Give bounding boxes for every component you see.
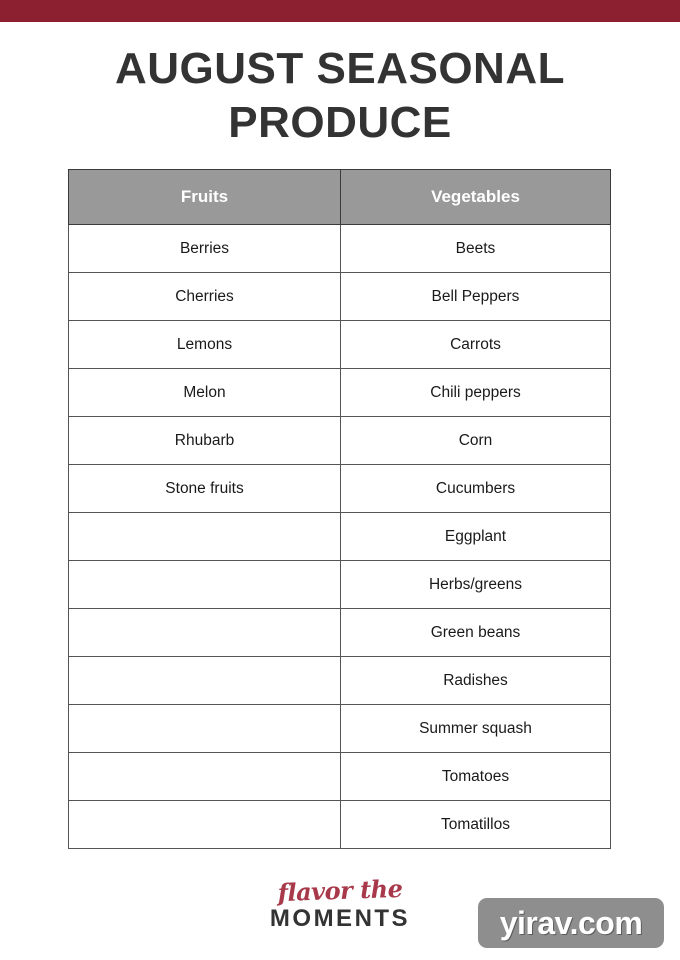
table-row xyxy=(69,369,611,417)
cell-vegetable: Radishes xyxy=(341,657,611,705)
cell-fruit: Cherries xyxy=(69,273,341,321)
cell-vegetable: Summer squash xyxy=(341,705,611,753)
cell-fruit: Melon xyxy=(69,369,341,417)
cell-fruit xyxy=(69,513,341,561)
cell-vegetable: Green beans xyxy=(341,609,611,657)
table-row xyxy=(69,273,611,321)
seasonal-produce-table xyxy=(68,169,611,849)
top-accent-bar xyxy=(0,0,680,22)
watermark-text: yirav.com xyxy=(499,904,643,941)
cell-fruit xyxy=(69,657,341,705)
column-header-fruits: Fruits xyxy=(69,170,341,225)
table-row xyxy=(69,561,611,609)
cell-vegetable: Bell Peppers xyxy=(341,273,611,321)
cell-vegetable: Cucumbers xyxy=(341,465,611,513)
brand-name-text: MOMENTS xyxy=(269,905,411,932)
cell-vegetable: Eggplant xyxy=(341,513,611,561)
cell-fruit xyxy=(69,753,341,801)
page-title-line-2: PRODUCE xyxy=(228,98,452,147)
page-title xyxy=(0,42,680,150)
cell-fruit xyxy=(69,609,341,657)
cell-vegetable: Tomatoes xyxy=(341,753,611,801)
cell-fruit xyxy=(69,561,341,609)
table-header-row xyxy=(69,170,611,225)
site-watermark xyxy=(478,898,664,948)
cell-fruit xyxy=(69,801,341,849)
column-header-vegetables: Vegetables xyxy=(341,170,611,225)
cell-fruit xyxy=(69,705,341,753)
page-title-line-1: AUGUST SEASONAL xyxy=(115,44,565,93)
table-row xyxy=(69,657,611,705)
cell-fruit: Stone fruits xyxy=(69,465,341,513)
cell-vegetable: Herbs/greens xyxy=(341,561,611,609)
table-row xyxy=(69,609,611,657)
cell-vegetable: Corn xyxy=(341,417,611,465)
table-row xyxy=(69,801,611,849)
table-body xyxy=(69,225,611,849)
cell-vegetable: Chili peppers xyxy=(341,369,611,417)
table-header xyxy=(69,170,611,225)
table-row xyxy=(69,513,611,561)
table-row xyxy=(69,705,611,753)
cell-fruit: Lemons xyxy=(69,321,341,369)
cell-fruit: Rhubarb xyxy=(69,417,341,465)
table-row xyxy=(69,465,611,513)
cell-vegetable: Tomatillos xyxy=(341,801,611,849)
cell-fruit: Berries xyxy=(69,225,341,273)
table-row xyxy=(69,321,611,369)
table-row xyxy=(69,753,611,801)
cell-vegetable: Beets xyxy=(341,225,611,273)
table-row xyxy=(69,417,611,465)
table-row xyxy=(69,225,611,273)
cell-vegetable: Carrots xyxy=(341,321,611,369)
brand-script-text: flavor the xyxy=(277,873,403,908)
